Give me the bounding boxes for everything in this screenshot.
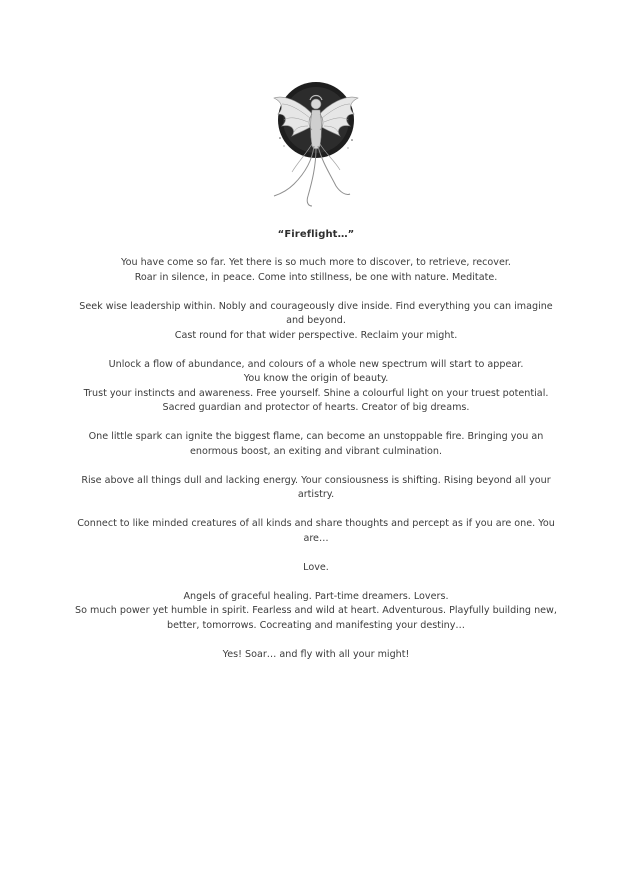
stanza — [72, 561, 560, 576]
stanza — [72, 517, 560, 546]
poem-line: Unlock a flow of abundance, and colours of a whole new spectrum will start to appear. — [108, 358, 524, 370]
poem-line: You have come so far. Yet there is so much more to discover, to retrieve, recover. — [121, 257, 511, 268]
poem-line: Rise above all things dull and lacking energy. Your consiousness is shifting. Rising beyond all your artistry. — [81, 474, 551, 500]
poem-line: Trust your instincts and awareness. Free yourself. Shine a colourful light on your truest potential. Sacred guardian and protector of hearts. Creator of big dreams. — [83, 387, 549, 413]
poem-line: Seek wise leadership within. Nobly and courageously dive inside. Find everything you can imagine and beyond. — [79, 300, 553, 326]
poem-line: Love. — [303, 561, 329, 573]
stanza — [72, 300, 560, 344]
poem-title: “Fireflight…” — [277, 229, 355, 240]
poem-line: Angels of graceful healing. Part-time dreamers. Lovers. — [183, 590, 449, 602]
stanza — [72, 474, 560, 503]
poem-line: Cast round for that wider perspective. Reclaim your might. — [174, 329, 458, 341]
stanza — [72, 648, 560, 663]
stanza — [72, 430, 560, 459]
poem-line: Roar in silence, in peace. Come into stillness, be one with nature. Meditate. — [134, 271, 498, 283]
poem-body — [72, 256, 560, 677]
stanza — [72, 590, 560, 634]
stanza — [72, 256, 560, 285]
poem-line: One little spark can ignite the biggest flame, can become an unstoppable fire. Bringing you an enormous boost, an exiting and vibrant culmination. — [88, 431, 544, 457]
poem-line: So much power yet humble in spirit. Fearless and wild at heart. Adventurous. Playfully building new, better, tomorrows. Cocreating and manifesting your destiny… — [75, 605, 557, 631]
winged-figure-illustration — [264, 74, 368, 208]
stanza — [72, 358, 560, 416]
poem-line: You know the origin of beauty. — [243, 373, 389, 384]
poem-line: Yes! Soar… and fly with all your might! — [222, 648, 410, 660]
poem-line: Connect to like minded creatures of all kinds and share thoughts and percept as if you are one. You are… — [77, 518, 555, 544]
